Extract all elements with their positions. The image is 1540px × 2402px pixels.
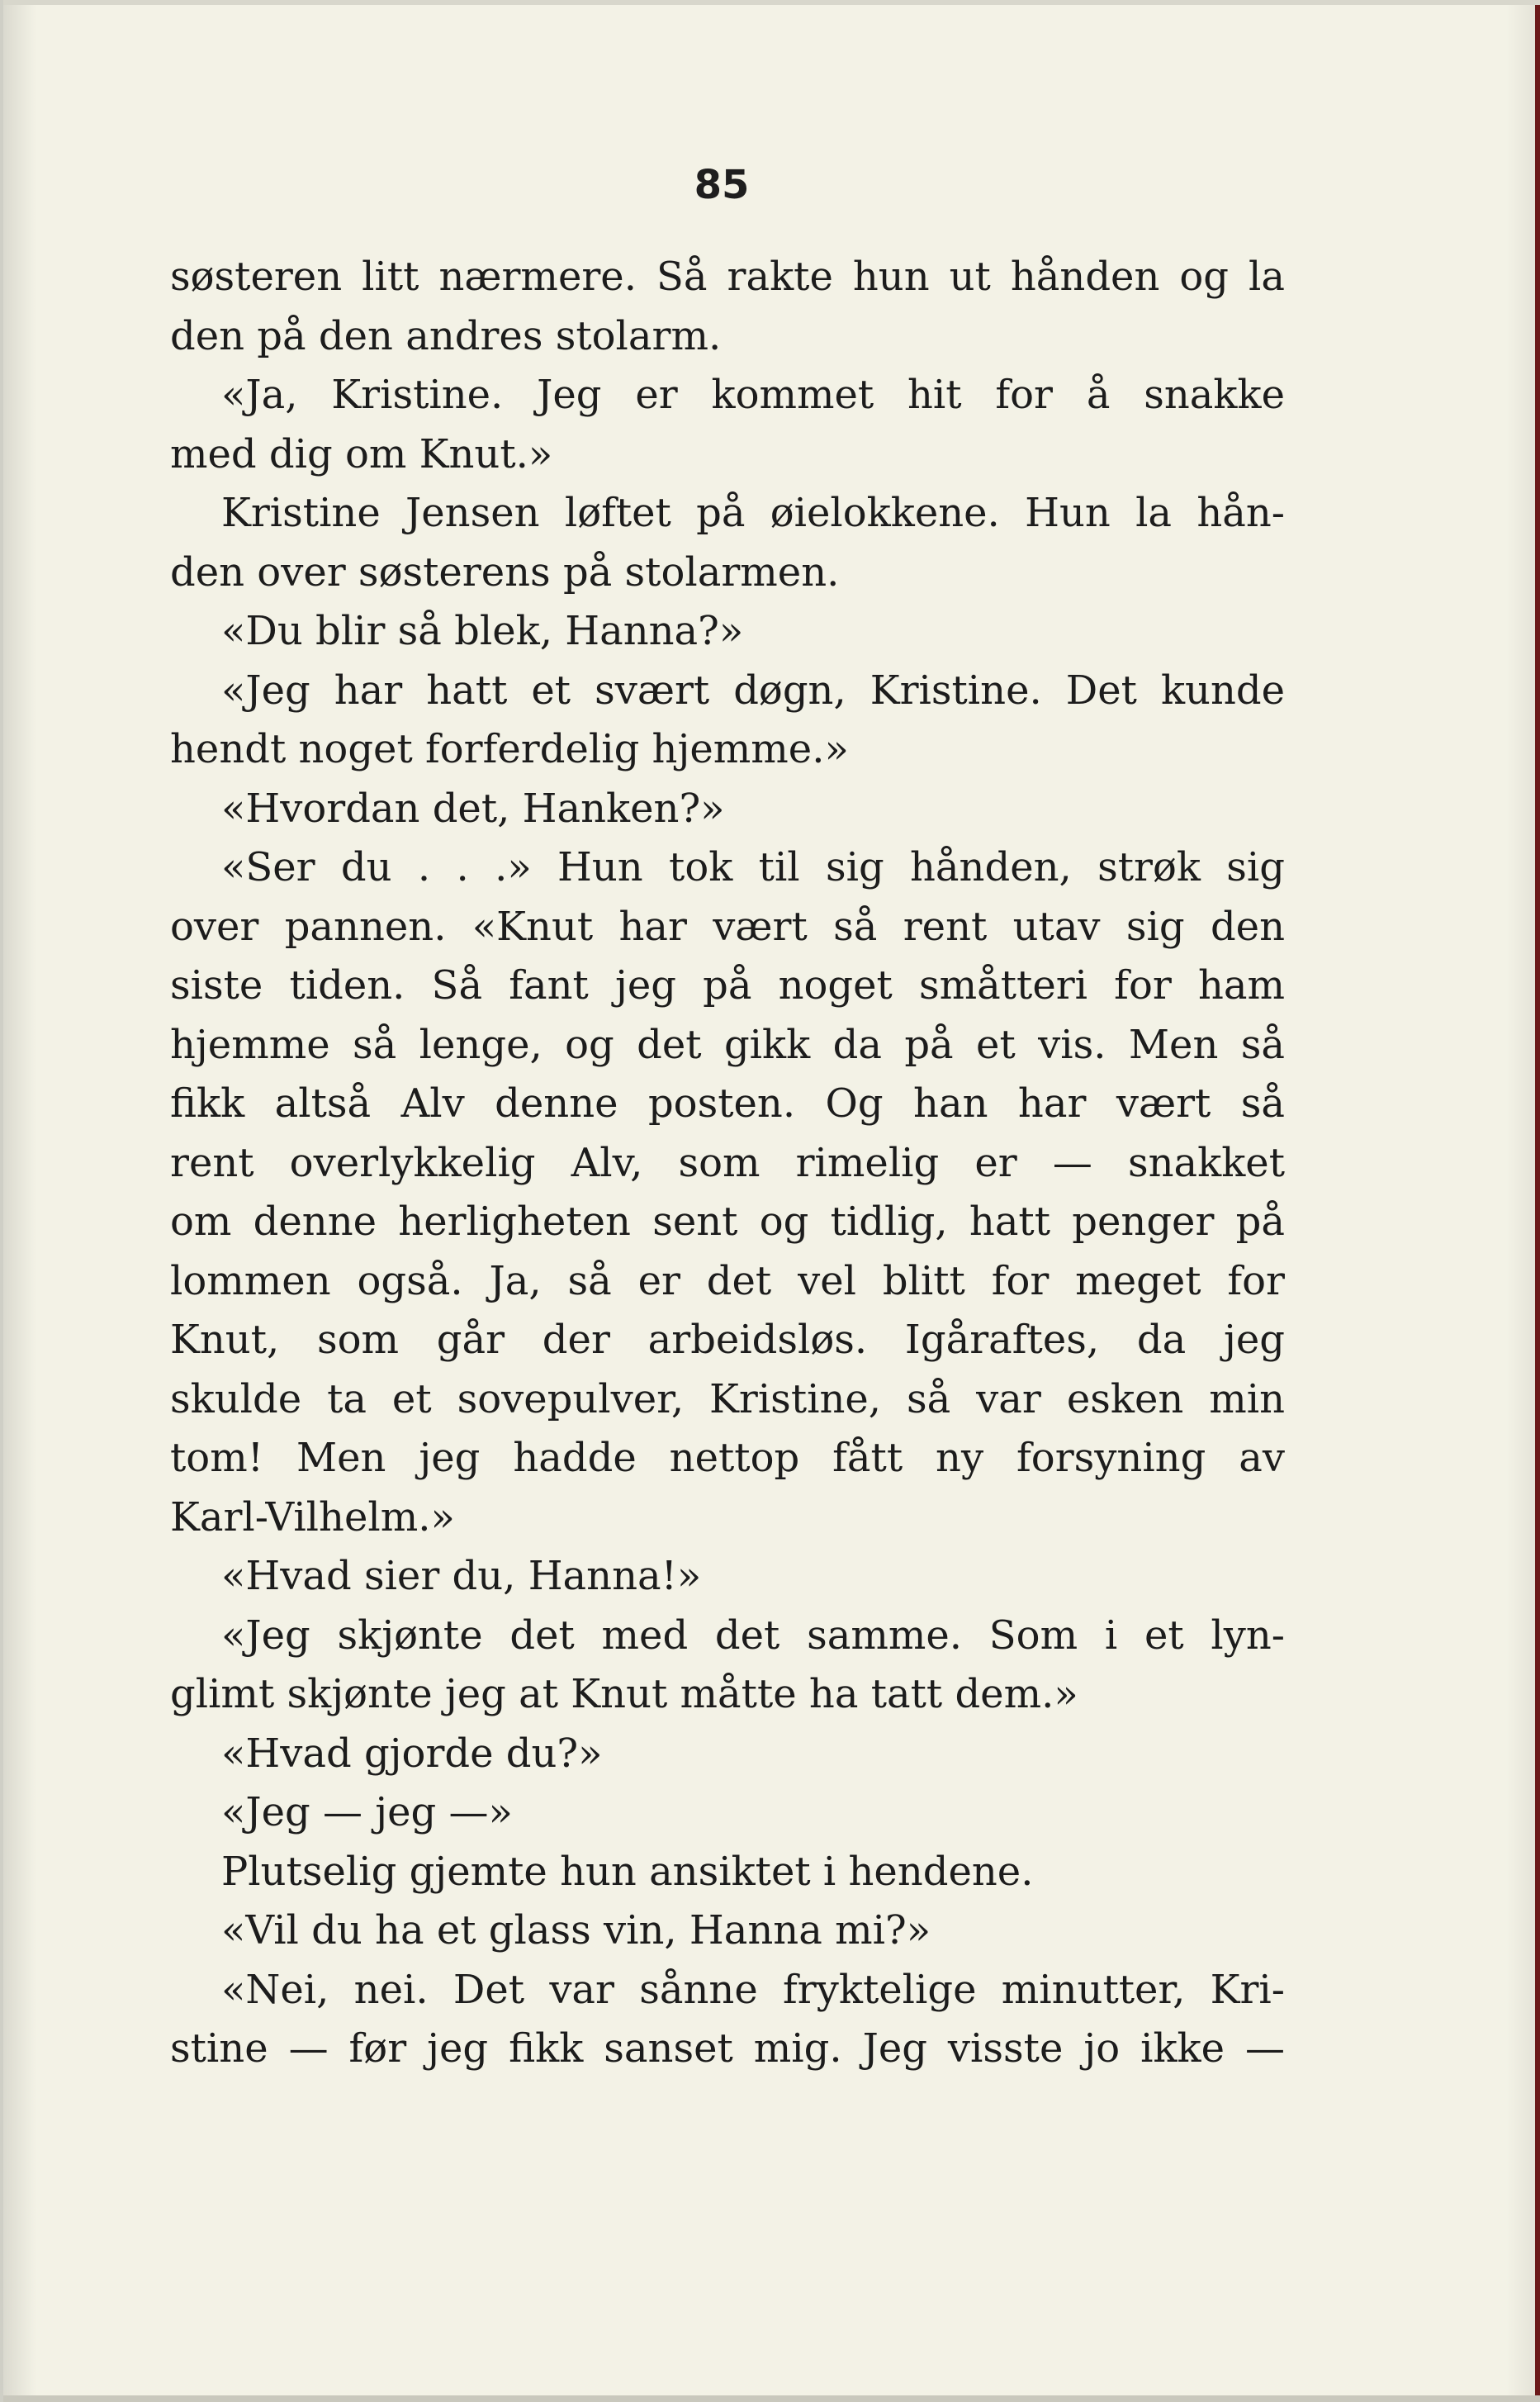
text-line: hendt noget forferdelig hjemme.»	[170, 726, 849, 772]
text-line: glimt skjønte jeg at Knut måtte ha tatt dem.»	[170, 1671, 1078, 1717]
text-line: «Jeg — jeg —»	[221, 1789, 513, 1835]
text-line: den over søsterens på stolarmen.	[170, 548, 840, 596]
page-number: 85	[694, 162, 750, 208]
text-line: over pannen. «Knut har vært så rent utav sig den	[170, 903, 1285, 950]
body-text	[170, 248, 1285, 2079]
text-line: «Du blir så blek, Hanna?»	[221, 608, 744, 654]
text-line: Knut, som går der arbeidsløs. Igåraftes, da jeg	[170, 1317, 1285, 1363]
text-line: hjemme så lenge, og det gikk da på et vis. Men så	[170, 1021, 1285, 1068]
text-line: Karl-Vilhelm.»	[170, 1493, 455, 1540]
text-line: «Ja, Kristine. Jeg er kommet hit for å snakke	[221, 372, 1285, 418]
text-line: «Hvad sier du, Hanna!»	[221, 1553, 702, 1599]
scan-edge-top	[3, 0, 1540, 5]
text-line: rent overlykkelig Alv, som rimelig er — snakket	[170, 1139, 1285, 1186]
text-line: siste tiden. Så fant jeg på noget småtteri for ham	[170, 962, 1285, 1009]
text-line: om denne herligheten sent og tidlig, hatt penger på	[170, 1199, 1285, 1245]
text-line: «Jeg skjønte det med det samme. Som i et lyn-	[221, 1612, 1285, 1659]
text-line: «Jeg har hatt et svært døgn, Kristine. Det kunde	[221, 667, 1285, 714]
text-line: skulde ta et sovepulver, Kristine, så var esken min	[170, 1375, 1285, 1422]
text-line: Plutselig gjemte hun ansiktet i hendene.	[221, 1848, 1034, 1895]
text-line: «Ser du . . .» Hun tok til sig hånden, strøk sig	[221, 844, 1285, 890]
text-line: «Nei, nei. Det var sånne fryktelige minutter, Kri-	[221, 1966, 1285, 2013]
text-line: fikk altså Alv denne posten. Og han har vært så	[170, 1080, 1285, 1127]
text-line: «Hvordan det, Hanken?»	[221, 785, 725, 832]
scan-edge-bottom	[3, 2395, 1540, 2402]
text-line: stine — før jeg fikk sanset mig. Jeg visste jo ikke —	[170, 2025, 1285, 2072]
text-line: «Hvad gjorde du?»	[221, 1730, 603, 1777]
text-line: «Vil du ha et glass vin, Hanna mi?»	[221, 1907, 931, 1953]
text-line: tom! Men jeg hadde nettop fått ny forsyning av	[170, 1435, 1285, 1481]
text-line: Kristine Jensen løftet på øielokkene. Hun la hån-	[221, 490, 1285, 536]
text-line: søsteren litt nærmere. Så rakte hun ut hånden og la	[170, 254, 1285, 300]
text-line: den på den andres stolarm.	[170, 312, 722, 359]
text-line: med dig om Knut.»	[170, 430, 553, 477]
text-line: lommen også. Ja, så er det vel blitt for meget for	[170, 1257, 1285, 1304]
